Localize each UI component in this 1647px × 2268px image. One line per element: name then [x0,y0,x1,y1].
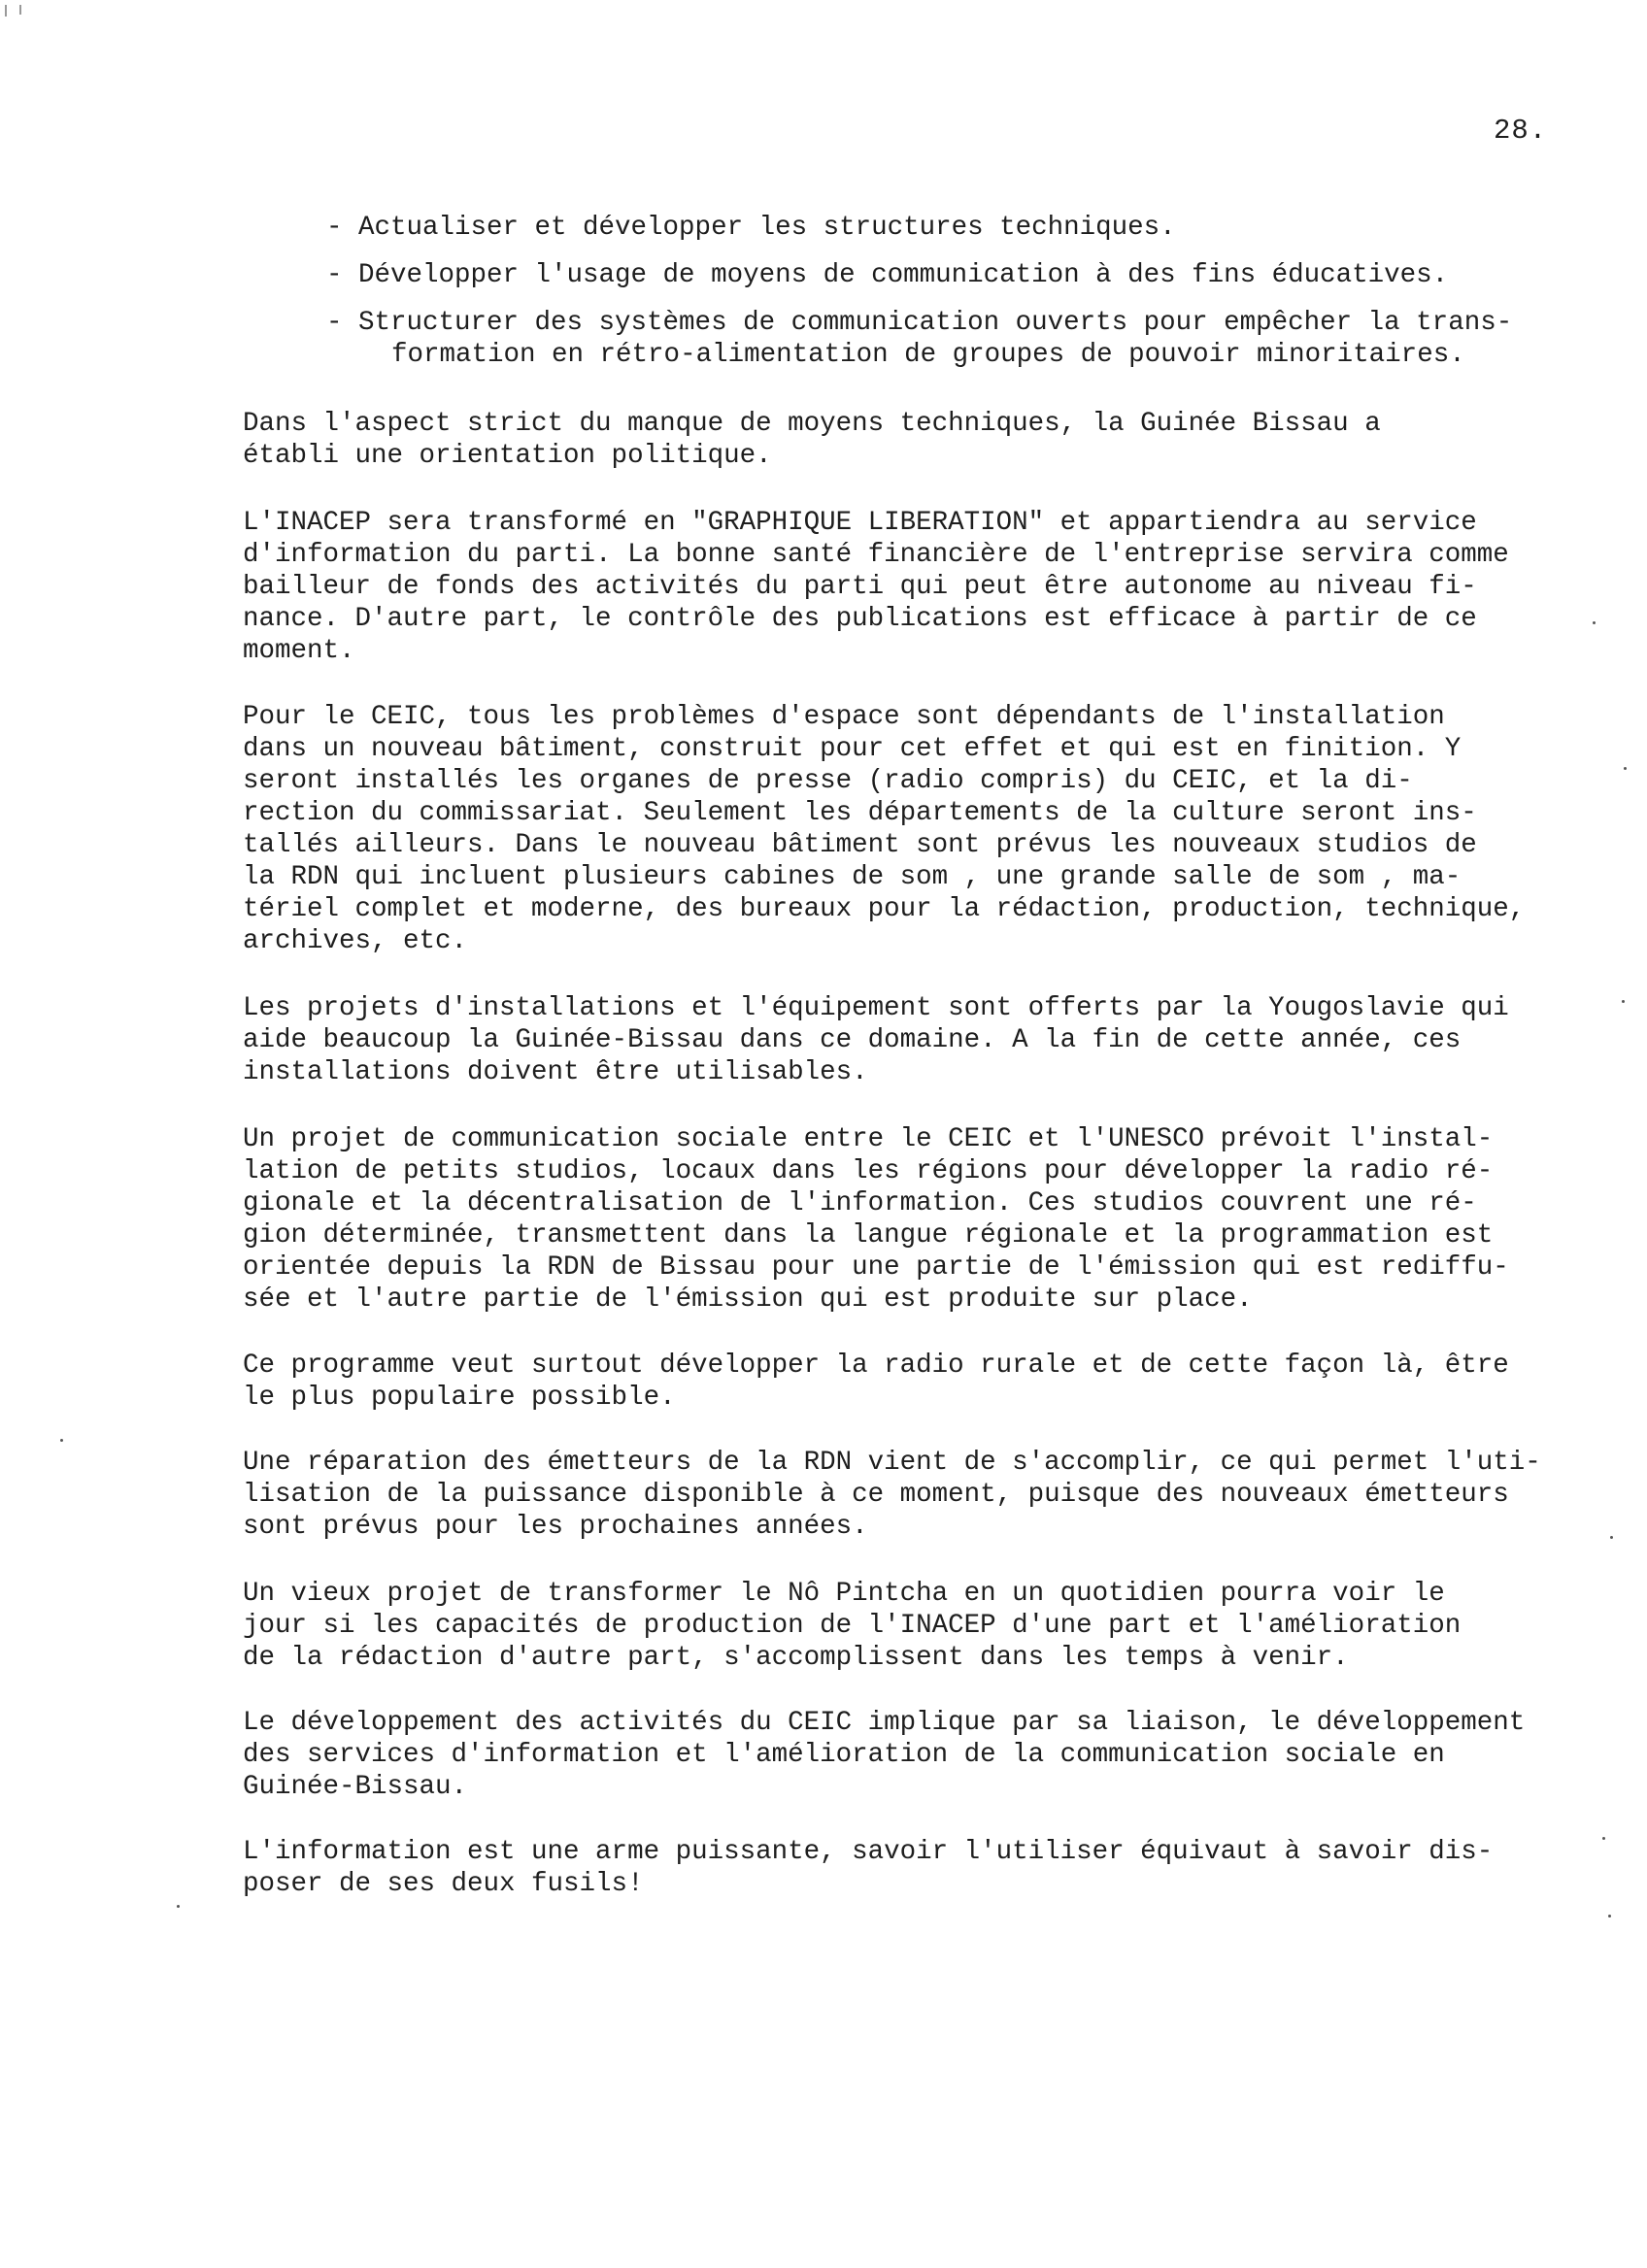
paragraph: Pour le CEIC, tous les problèmes d'espace sont dépendants de l'installation dans un nouveau bâtiment, construit pour cet effet et qui est en finition. Y seront installés les organes de presse (radio compris) du CEIC, et la di- rection du commissariat. Seulement les départements de la culture seront ins- tallés ailleurs. Dans le nouveau bâtiment sont prévus les nouveaux studios de la RDN qui incluent plusieurs cabines de som , une grande salle de som , ma- tériel complet et moderne, des bureaux pour la rédaction, production, technique, archives, etc. [243,702,1526,956]
scan-speck [1610,1536,1613,1539]
paragraph: Le développement des activités du CEIC implique par sa liaison, le développement des services d'information et l'amélioration de la communication sociale en Guinée-Bissau. [243,1708,1526,1802]
bullet-item: - Structurer des systèmes de communication ouverts pour empêcher la trans- formation en rétro-alimentation de groupes de pouvoir minoritaires. [326,308,1513,370]
scan-speck [1622,1000,1625,1003]
paragraph: Un vieux projet de transformer le Nô Pintcha en un quotidien pourra voir le jour si les capacités de production de l'INACEP d'une part et l'amélioration de la rédaction d'autre part, s'accomplissent dans les temps à venir. [243,1579,1462,1673]
bullet-list [326,212,1579,386]
paragraph: Un projet de communication sociale entre le CEIC et l'UNESCO prévoit l'instal- lation de petits studios, locaux dans les régions pour développer la radio ré- gionale et la décentralisation de l'information. Ces studios couvrent une ré- gion déterminée, transmettent dans la langue régionale et la programmation est orientée depuis la RDN de Bissau pour une partie de l'émission qui est rediffu- sée et l'autre partie de l'émission qui est produite sur place. [243,1124,1509,1315]
scan-mark [19,5,21,15]
scan-mark [5,5,7,17]
bullet-item: - Actualiser et développer les structures techniques. [326,213,1176,243]
scan-speck [1624,767,1627,770]
scan-speck [1593,621,1596,624]
page-number: 28. [1494,115,1548,147]
scan-speck [177,1905,180,1908]
paragraph: Ce programme veut surtout développer la radio rurale et de cette façon là, être le plus populaire possible. [243,1351,1509,1413]
scan-speck [1608,1915,1611,1918]
bullet-item: - Développer l'usage de moyens de communication à des fins éducatives. [326,260,1449,290]
paragraph: Une réparation des émetteurs de la RDN vient de s'accomplir, ce qui permet l'uti- lisation de la puissance disponible à ce moment, puisque des nouveaux émetteurs sont prévus pour les prochaines années. [243,1448,1541,1542]
scan-speck [1602,1837,1605,1840]
paragraph: Les projets d'installations et l'équipement sont offerts par la Yougoslavie qui aide beaucoup la Guinée-Bissau dans ce domaine. A la fin de cette année, ces installations doivent être utilisables. [243,993,1509,1087]
scan-speck [60,1439,63,1442]
paragraph: Dans l'aspect strict du manque de moyens techniques, la Guinée Bissau a établi une orientation politique. [243,409,1381,471]
paragraph: L'INACEP sera transformé en "GRAPHIQUE LIBERATION" et appartiendra au service d'information du parti. La bonne santé financière de l'entreprise servira comme bailleur de fonds des activités du parti qui peut être autonome au niveau fi- nance. D'autre part, le contrôle des publications est efficace à partir de ce moment. [243,508,1509,666]
paragraph: L'information est une arme puissante, savoir l'utiliser équivaut à savoir dis- poser de ses deux fusils! [243,1837,1494,1899]
